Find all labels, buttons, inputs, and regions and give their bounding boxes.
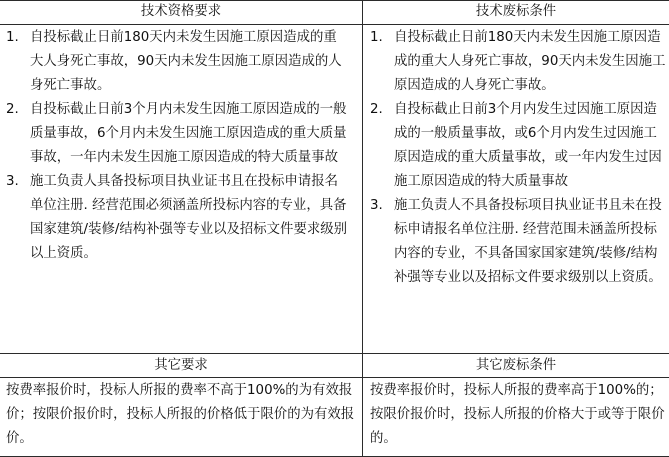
item-number: 2.: [6, 102, 19, 117]
column-divider: [362, 0, 363, 457]
header-other-requirements: 其它要求: [154, 358, 208, 373]
list-item: [6, 170, 349, 266]
header-technical-requirements: 技术资格要求: [140, 4, 222, 19]
list-item: [370, 194, 666, 290]
header-divider-top: [0, 24, 669, 25]
item-text: 施工负责人不具备投标项目执业证书且未在投标申请报名单位注册. 经营范围未涵盖所投标内容的专业，不具备国家国家建筑/装修/结构补强等专业以及招标文件要求级别以上资质。: [394, 198, 662, 285]
technical-disqualification-list: [370, 26, 666, 290]
technical-requirements-cell: [6, 26, 349, 266]
item-text: 施工负责人具备投标项目执业证书且在投标申请报名单位注册. 经营范围必须涵盖所投标内容的专业，具备国家建筑/装修/结构补强等专业以及招标文件要求级别以上资质。: [30, 174, 348, 261]
list-item: [6, 26, 349, 98]
list-item: [6, 98, 349, 170]
item-number: 3.: [6, 174, 19, 189]
technical-requirements-list: [6, 26, 349, 266]
item-text: 自投标截止日前180天内未发生因施工原因造成的重大人身死亡事故，90天内未发生因施工原因造成的人身死亡事故。: [30, 30, 342, 93]
item-text: 自投标截止日前3个月内发生过因施工原因造成的一般质量事故，或6个月内发生过因施工原因造成的重大质量事故，或一年内发生过因施工原因造成的特大质量事故: [394, 102, 662, 189]
item-number: 2.: [370, 102, 383, 117]
item-number: 3.: [370, 198, 383, 213]
other-disqualification-cell: [370, 379, 666, 451]
list-item: [370, 26, 666, 98]
header-other-disqualification: 其它废标条件: [475, 358, 557, 373]
header-technical-disqualification: 技术废标条件: [475, 4, 557, 19]
item-text: 自投标截止日前3个月内未发生因施工原因造成的一般质量事故，6个月内未发生因施工原因造成的重大质量事故，一年内未发生因施工原因造成的特大质量事故: [30, 102, 347, 165]
technical-disqualification-cell: [370, 26, 666, 290]
other-requirements-text: 按费率报价时，投标人所报的费率不高于100%的为有效报价；按限价报价时，投标人所报的价格低于限价的为有效报价。: [6, 383, 355, 446]
item-number: 1.: [6, 30, 19, 45]
item-text: 自投标截止日前180天内未发生因施工原因造成的重大人身死亡事故，90天内未发生因施工原因造成的人身死亡事故。: [394, 30, 666, 93]
list-item: [370, 98, 666, 194]
item-number: 1.: [370, 30, 383, 45]
other-requirements-cell: [6, 379, 356, 451]
other-disqualification-text: 按费率报价时，投标人所报的费率高于100%的；按限价报价时，投标人所报的价格大于或等于限价的。: [370, 383, 665, 446]
